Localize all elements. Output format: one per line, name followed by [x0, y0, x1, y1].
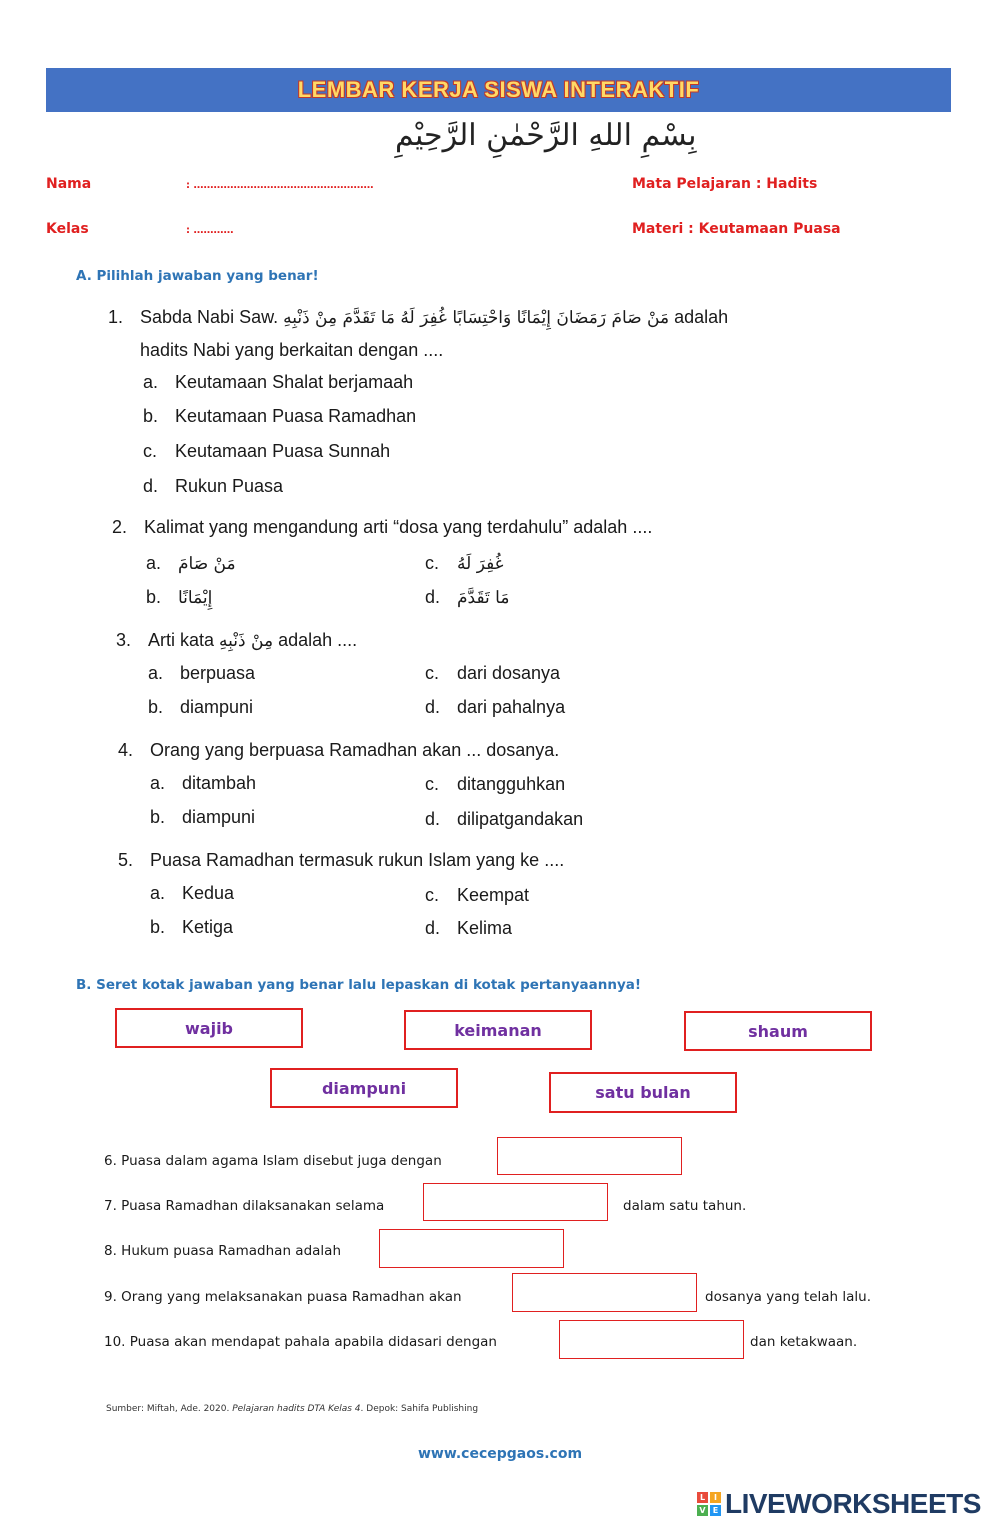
arabic-hadith: مَنْ صَامَ رَمَضَانَ إِيْمَانًا وَاحْتِسَابًا غُفِرَ لَهُ مَا تَقَدَّمَ مِنْ ذَنْبِهِ	[283, 308, 670, 328]
drop-zone-8[interactable]	[379, 1229, 564, 1268]
option-4a[interactable]: a. ditambah	[150, 773, 257, 793]
source-citation: Sumber: Miftah, Ade. 2020. Pelajaran hadits DTA Kelas 4. Depok: Sahifa Publishing	[106, 1404, 479, 1414]
answer-card-diampuni[interactable]: diampuni	[270, 1068, 458, 1108]
kelas-field[interactable]: : …………	[186, 225, 234, 236]
nama-field[interactable]: : ………………………………………………	[186, 180, 374, 191]
drop-zone-7[interactable]	[423, 1183, 608, 1221]
question-3: 3. Arti kata مِنْ ذَنْبِهِ adalah ....	[116, 630, 358, 651]
option-1b[interactable]: b. Keutamaan Puasa Ramadhan	[143, 406, 417, 426]
option-1d[interactable]: d. Rukun Puasa	[143, 476, 284, 496]
drop-zone-9[interactable]	[512, 1273, 697, 1312]
option-2a[interactable]: a. مَنْ صَامَ	[146, 553, 236, 574]
question-2: 2. Kalimat yang mengandung arti “dosa yang terdahulu” adalah ....	[112, 517, 653, 537]
option-4c[interactable]: c. ditangguhkan	[425, 774, 566, 794]
option-5c[interactable]: c. Keempat	[425, 885, 530, 905]
section-a-title: A. Pilihlah jawaban yang benar!	[76, 268, 319, 284]
materi: Materi : Keutamaan Puasa	[632, 221, 841, 237]
liveworksheets-logo[interactable]	[697, 1488, 981, 1520]
option-5d[interactable]: d. Kelima	[425, 918, 513, 938]
drop-zone-10[interactable]	[559, 1320, 744, 1359]
option-2c[interactable]: c. غُفِرَ لَهُ	[425, 553, 504, 574]
logo-text: LIVEWORKSHEETS	[725, 1488, 981, 1519]
option-3b[interactable]: b. diampuni	[148, 697, 254, 717]
question-text: adalah	[674, 307, 729, 327]
section-b-title: B. Seret kotak jawaban yang benar lalu lepaskan di kotak pertanyaannya!	[76, 977, 642, 993]
option-1a[interactable]: a. Keutamaan Shalat berjamaah	[143, 372, 414, 392]
logo-cubes-icon: L I V E	[697, 1492, 721, 1516]
answer-card-satu-bulan[interactable]: satu bulan	[549, 1072, 737, 1113]
question-10-suffix: dan ketakwaan.	[750, 1334, 858, 1350]
question-7-suffix: dalam satu tahun.	[623, 1198, 747, 1214]
question-4: 4. Orang yang berpuasa Ramadhan akan ... dosanya.	[118, 740, 560, 760]
answer-card-shaum[interactable]: shaum	[684, 1011, 872, 1051]
nama-label: Nama	[46, 176, 92, 192]
option-5a[interactable]: a. Kedua	[150, 883, 235, 903]
option-3a[interactable]: a. berpuasa	[148, 663, 256, 683]
option-2d[interactable]: d. مَا تَقَدَّمَ	[425, 587, 510, 608]
option-1c[interactable]: c. Keutamaan Puasa Sunnah	[143, 441, 391, 461]
question-10: 10. Puasa akan mendapat pahala apabila didasari dengan	[104, 1334, 497, 1350]
arabic-phrase: مِنْ ذَنْبِهِ	[219, 631, 274, 651]
option-3d[interactable]: d. dari pahalnya	[425, 697, 566, 717]
question-9-suffix: dosanya yang telah lalu.	[705, 1289, 872, 1305]
option-4b[interactable]: b. diampuni	[150, 807, 256, 827]
question-7: 7. Puasa Ramadhan dilaksanakan selama	[104, 1198, 385, 1214]
question-1	[108, 307, 728, 328]
answer-card-wajib[interactable]: wajib	[115, 1008, 303, 1048]
option-2b[interactable]: b. إِيْمَانًا	[146, 587, 213, 608]
question-number: 1.	[108, 307, 124, 327]
mata-pelajaran: Mata Pelajaran : Hadits	[632, 176, 818, 192]
worksheet-title: LEMBAR KERJA SISWA INTERAKTIF	[297, 77, 700, 102]
question-5: 5. Puasa Ramadhan termasuk rukun Islam yang ke ....	[118, 850, 565, 870]
question-8: 8. Hukum puasa Ramadhan adalah	[104, 1243, 341, 1259]
title-bar	[46, 68, 951, 112]
basmalah-calligraphy: بِسْمِ اللهِ الرَّحْمٰنِ الرَّحِيْمِ	[395, 118, 697, 153]
answer-card-keimanan[interactable]: keimanan	[404, 1010, 592, 1050]
question-6: 6. Puasa dalam agama Islam disebut juga dengan	[104, 1153, 442, 1169]
option-5b[interactable]: b. Ketiga	[150, 917, 234, 937]
website-link[interactable]: www.cecepgaos.com	[417, 1446, 583, 1462]
kelas-label: Kelas	[46, 221, 89, 237]
question-1-line2: hadits Nabi yang berkaitan dengan ....	[140, 340, 444, 360]
question-9: 9. Orang yang melaksanakan puasa Ramadhan akan	[104, 1289, 462, 1305]
drop-zone-6[interactable]	[497, 1137, 682, 1175]
option-3c[interactable]: c. dari dosanya	[425, 663, 561, 683]
question-text: Sabda Nabi Saw.	[140, 307, 279, 327]
option-4d[interactable]: d. dilipatgandakan	[425, 809, 584, 829]
